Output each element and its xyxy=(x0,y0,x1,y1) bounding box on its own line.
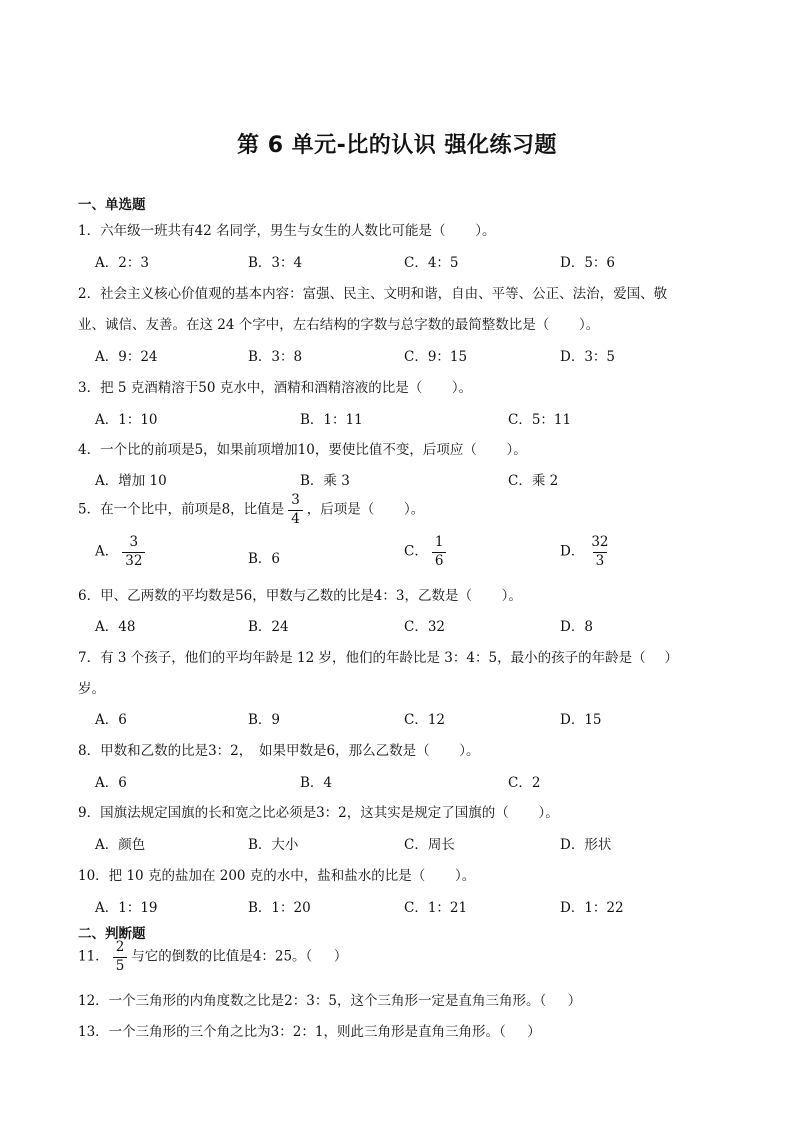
fraction-denominator: 5 xyxy=(113,957,128,974)
q6-option-d: D．8 xyxy=(560,619,593,635)
q7-option-d: D．15 xyxy=(560,712,602,728)
question-13-text: 13．一个三角形的三个角之比为3：2：1，则此三角形是直角三角形。（ xyxy=(78,1024,506,1040)
q5-option-c-label: C． xyxy=(404,543,428,560)
q1-option-c: C．4：5 xyxy=(404,255,459,271)
question-1-text: 1．六年级一班共有42 名同学，男生与女生的人数比可能是（ xyxy=(78,223,446,239)
q9-option-b: B．大小 xyxy=(248,837,299,853)
question-9-text-end: ）。 xyxy=(538,805,559,821)
q7-option-c: C．12 xyxy=(404,712,446,728)
fraction-two-fifths xyxy=(113,941,128,973)
fraction xyxy=(432,536,447,568)
q5-option-b: B．6 xyxy=(248,551,281,567)
q9-option-d: D．形状 xyxy=(560,837,612,853)
fraction-numerator: 3 xyxy=(129,534,139,550)
q1-option-a: A．2：3 xyxy=(95,255,149,271)
question-9-text: 9．国旗法规定国旗的长和宽之比必须是3：2，这其实是规定了国旗的（ xyxy=(78,805,509,821)
question-5-text-middle: ，后项是（ xyxy=(306,501,375,518)
question-6-text: 6．甲、乙两数的平均数是56，甲数与乙数的比是4：3，乙数是（ xyxy=(78,588,472,604)
question-3-text-end: ）。 xyxy=(451,380,473,396)
q5-option-d-label: D． xyxy=(560,543,585,560)
fraction-denominator: 3 xyxy=(593,552,608,569)
question-4-text: 4．一个比的前项是5，如果前项增加10，要使比值不变，后项应（ xyxy=(78,442,477,458)
q8-option-b: B．4 xyxy=(300,775,333,791)
question-2-line-2 xyxy=(78,313,599,333)
fraction-numerator: 3 xyxy=(291,492,300,508)
q10-option-a: A．1：19 xyxy=(95,900,158,916)
q9-option-c: C．周长 xyxy=(404,837,455,853)
q5-option-c xyxy=(404,536,450,568)
q3-option-a: A．1：10 xyxy=(95,412,158,428)
q10-option-d: D．1：22 xyxy=(560,900,624,916)
question-6-text-end: ）。 xyxy=(501,588,522,604)
q8-option-a: A．6 xyxy=(95,775,127,791)
q2-option-a: A．9：24 xyxy=(95,349,158,365)
question-12-text: 12．一个三角形的内角度数之比是2：3：5，这个三角形一定是直角三角形。（ xyxy=(78,993,547,1009)
question-5-text: 5．在一个比中，前项是8，比值是 xyxy=(78,501,285,518)
question-3-text: 3．把 5 克酒精溶于50 克水中，酒精和酒精溶液的比是（ xyxy=(78,380,423,396)
fraction-numerator: 32 xyxy=(591,534,609,550)
q8-option-c: C．2 xyxy=(508,775,541,791)
question-1 xyxy=(78,219,496,239)
question-2-text: 业、诚信、友善。在这 24 个字中，左右结构的字数与总字数的最简整数比是（ xyxy=(78,317,550,333)
question-13 xyxy=(78,1020,541,1040)
question-1-text-end: ）。 xyxy=(475,223,496,239)
q4-option-a: A．增加 10 xyxy=(95,473,167,489)
q9-option-a: A．颜色 xyxy=(95,837,146,853)
q6-option-a: A．48 xyxy=(95,619,136,635)
q2-option-b: B．3：8 xyxy=(248,349,303,365)
q5-option-a-label: A． xyxy=(95,543,119,560)
q7-option-a: A．6 xyxy=(95,712,127,728)
q6-option-b: B．24 xyxy=(248,619,289,635)
q10-option-b: B．1：20 xyxy=(248,900,311,916)
fraction-denominator: 32 xyxy=(122,552,145,569)
question-11-text: 与它的倒数的比值是4：25。（ xyxy=(131,948,313,965)
q4-option-c: C．乘 2 xyxy=(508,473,559,489)
q5-option-d xyxy=(560,536,616,568)
section-heading-single-choice: 一、单选题 xyxy=(78,197,146,213)
question-10-text: 10．把 10 克的盐加在 200 克的水中，盐和盐水的比是（ xyxy=(78,868,426,884)
question-8-text: 8．甲数和乙数的比是3：2， 如果甲数是6，那么乙数是（ xyxy=(78,743,430,759)
question-2-line-1: 2．社会主义核心价值观的基本内容：富强、民主、文明和谐，自由、平等、公正、法治，爱国、敬 xyxy=(78,286,668,302)
q10-option-c: C．1：21 xyxy=(404,900,468,916)
question-8 xyxy=(78,739,480,759)
question-10-text-end: ）。 xyxy=(454,868,476,884)
question-11 xyxy=(78,941,347,973)
page-title: 第 6 单元-比的认识 强化练习题 xyxy=(237,133,557,158)
question-9 xyxy=(78,801,559,821)
question-4 xyxy=(78,438,527,458)
question-8-text-end: ）。 xyxy=(459,743,480,759)
q5-option-a xyxy=(95,536,149,568)
question-7-line-2: 岁。 xyxy=(78,681,105,697)
question-5 xyxy=(78,494,424,526)
section-heading-judgement: 二、判断题 xyxy=(78,926,146,942)
fraction xyxy=(122,536,145,568)
question-10 xyxy=(78,864,475,884)
q2-option-d: D．3：5 xyxy=(560,349,616,365)
fraction-denominator: 4 xyxy=(288,510,303,527)
fraction xyxy=(588,536,611,568)
q6-option-c: C．32 xyxy=(404,619,446,635)
q3-option-c: C．5：11 xyxy=(508,412,572,428)
question-11-number: 11． xyxy=(78,948,109,965)
q2-option-c: C．9：15 xyxy=(404,349,468,365)
fraction-numerator: 2 xyxy=(115,939,125,955)
question-13-text-end: ） xyxy=(527,1024,541,1040)
question-12 xyxy=(78,989,581,1009)
question-3 xyxy=(78,376,472,396)
question-5-text-end: ）。 xyxy=(403,501,425,518)
question-7-text: 7．有 3 个孩子，他们的平均年龄是 12 岁，他们的年龄比是 3：4：5，最小的孩子的年龄是（ xyxy=(78,650,646,666)
q1-option-d: D．5：6 xyxy=(560,255,616,271)
question-7-line-1 xyxy=(78,646,678,666)
q3-option-b: B．1：11 xyxy=(300,412,363,428)
question-4-text-end: ）。 xyxy=(506,442,527,458)
fraction-numerator: 1 xyxy=(434,534,444,550)
question-2-text-end: ）。 xyxy=(578,317,600,333)
fraction-denominator: 6 xyxy=(432,552,447,569)
q1-option-b: B．3：4 xyxy=(248,255,303,271)
question-7-text-end: ） xyxy=(664,650,678,666)
q4-option-b: B．乘 3 xyxy=(300,473,350,489)
q7-option-b: B．9 xyxy=(248,712,281,728)
question-11-text-end: ） xyxy=(333,948,348,965)
fraction-three-quarters xyxy=(288,494,303,526)
question-12-text-end: ） xyxy=(567,993,582,1009)
question-6 xyxy=(78,584,522,604)
